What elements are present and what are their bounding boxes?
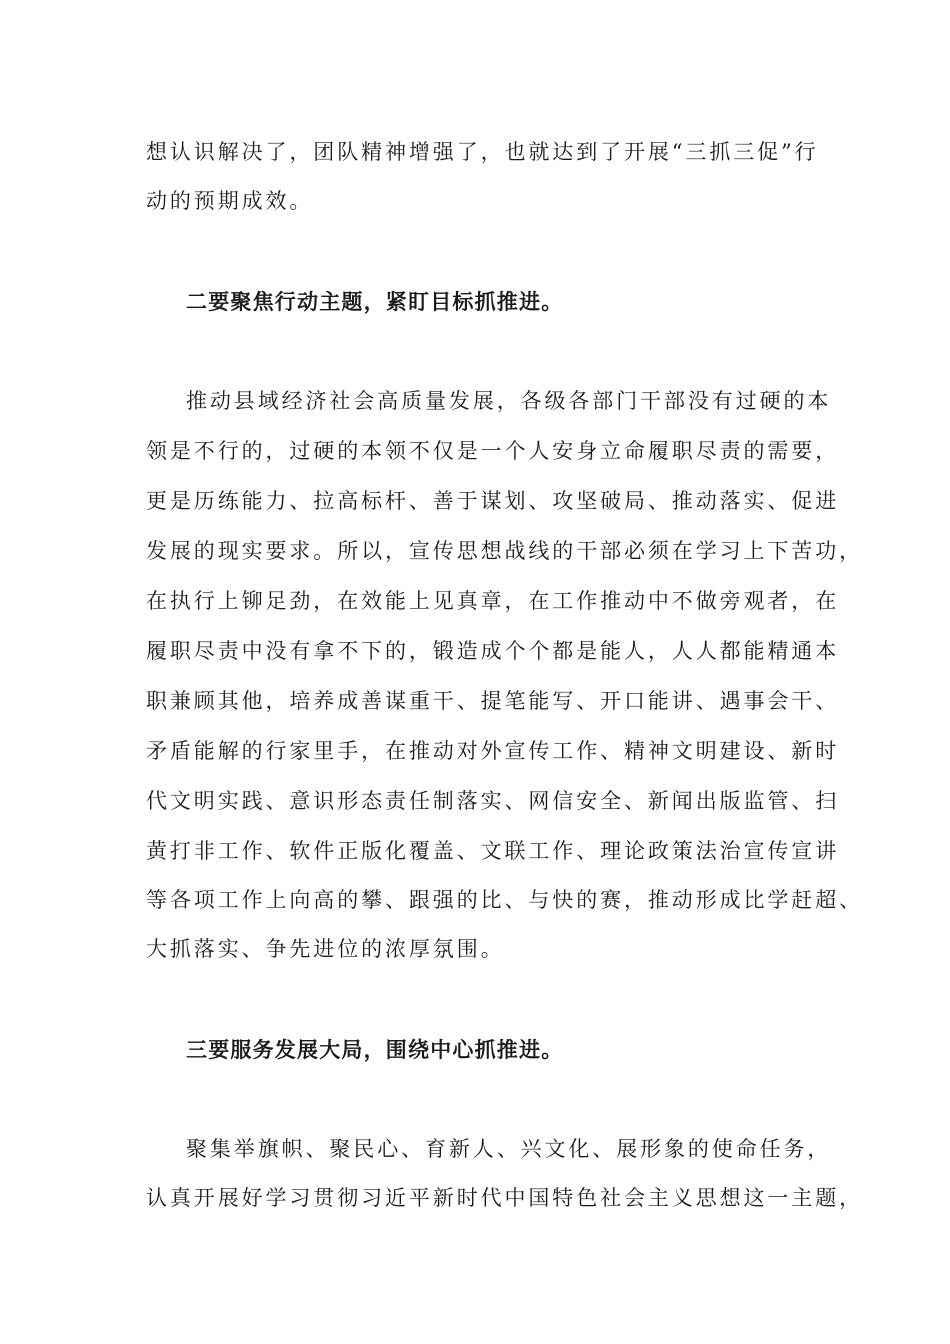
paragraph-line: 黄打非工作、软件正版化覆盖、文联工作、理论政策法治宣传宣讲: [146, 839, 840, 863]
paragraph-line: 聚集举旗帜、聚民心、育新人、兴文化、展形象的使命任务，: [186, 1137, 832, 1161]
section-heading-2: 二要聚焦行动主题，紧盯目标抓推进。: [186, 289, 564, 314]
paragraph-line: 动的预期成效。: [146, 189, 314, 213]
paragraph-line: 领是不行的，过硬的本领不仅是一个人安身立命履职尽责的需要，: [146, 439, 840, 463]
paragraph-line: 矛盾能解的行家里手，在推动对外宣传工作、精神文明建设、新时: [146, 739, 840, 763]
paragraph-line: 想认识解决了，团队精神增强了，也就达到了开展“三抓三促”行: [146, 140, 819, 164]
section-heading-3: 三要服务发展大局，围绕中心抓推进。: [186, 1037, 564, 1062]
paragraph-line: 更是历练能力、拉高标杆、善于谋划、攻坚破局、推动落实、促进: [146, 489, 840, 513]
paragraph-line: 代文明实践、意识形态责任制落实、网信安全、新闻出版监管、扫: [146, 789, 840, 813]
paragraph-line: 大抓落实、争先进位的浓厚氛围。: [146, 937, 505, 961]
paragraph-line: 等各项工作上向高的攀、跟强的比、与快的赛，推动形成比学赶超、: [146, 888, 863, 912]
paragraph-line: 认真开展好学习贯彻习近平新时代中国特色社会主义思想这一主题，: [146, 1186, 863, 1210]
paragraph-line: 发展的现实要求。所以，宣传思想战线的干部必须在学习上下苦功，: [146, 539, 863, 563]
paragraph-line: 职兼顾其他，培养成善谋重干、提笔能写、开口能讲、遇事会干、: [146, 689, 840, 713]
paragraph-line: 推动县域经济社会高质量发展，各级各部门干部没有过硬的本: [186, 389, 832, 413]
paragraph-line: 履职尽责中没有拿不下的，锻造成个个都是能人，人人都能精通本: [146, 639, 840, 663]
paragraph-line: 在执行上铆足劲，在效能上见真章，在工作推动中不做旁观者，在: [146, 589, 840, 613]
